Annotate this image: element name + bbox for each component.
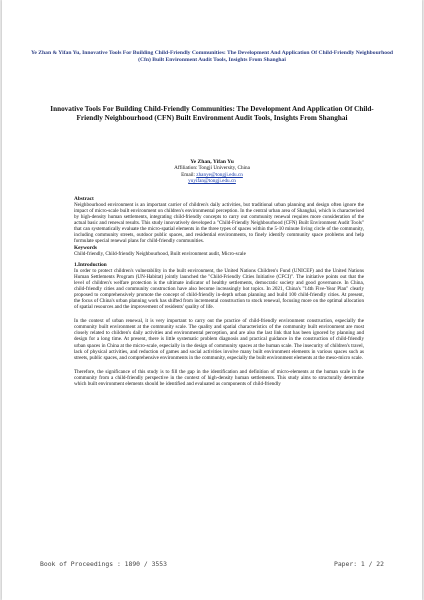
running-header: Ye Zhan & Yifan Yu, Innovative Tools For Building Child-Friendly Communities: The Development And Application Of Child-Friendly Neighbourhood (Cfn) Built Environment Audit Tools, Insights From Shanghai <box>31 50 393 63</box>
paper-title: Innovative Tools For Building Child-Friendly Communities: The Development And Application Of Child-Friendly Neighbourhood (CFN) Built Environment Audit Tools, Insights From Shanghai <box>50 105 374 123</box>
email-label: Email: <box>181 171 195 178</box>
footer-proceedings: Book of Proceedings : 1890 / 3553 <box>40 560 167 568</box>
author-affiliation: Affiliation: Tongji University, China <box>174 165 250 172</box>
paper-page <box>2 0 422 600</box>
paper-body <box>74 196 364 387</box>
introduction-heading: 1.Introduction <box>74 261 107 268</box>
author-block <box>42 159 382 185</box>
footer-page-number: Paper: 1 / 22 <box>333 560 384 568</box>
abstract-text: Neighbourhood environment is an important carrier of children's daily activities, but traditional urban planning and design often ignore the impact of micro-scale built environment on children's environmental perception. In the central urban area of Shanghai, which is characterised by high-density human settlements, integrating child-friendly concepts to carry out community renewal requires more consideration of the actual basic and renewal results. This study innovatively developed a "Child-Friendly Neighbourhood (CFN) Built Environment Audit Tools" that can systematically evaluate the micro-spatial elements in the three types of spaces within the 5-10 minute living circle of the community, including community streets, outdoor public spaces, and residential environments, to finely identify community space problems and help formulate special renewal plans for child-friendly communities. <box>74 202 364 245</box>
intro-paragraph-3: Therefore, the significance of this study is to fill the gap in the identification and definition of micro-elements at the human scale in the community from a child-friendly perspective in the context of high-density human settlements. This study aims to structurally determine which built environment elements should be identified and evaluated as components of child-friendly <box>74 368 364 387</box>
author-names: Ye Zhan, Yifan Yu <box>190 159 234 165</box>
keywords-text: Child-friendly, Child-friendly Neighbourhood, Built environment audit, Micro-scale <box>74 250 246 257</box>
intro-paragraph-1: In order to protect children's vulnerability in the built environment, the United Nations Children's Fund (UNICEF) and the United Nations Human Settlements Program (UN-Habitat) jointly launched the "Child-Friendly Cities Initiative (CFCI)". The initiative points out that the level of children's welfare protection is the ultimate indicator of healthy settlements, democratic society and good governance. In China, child-friendly cities and community construction have also become increasingly hot topics. In 2021, China's "14th Five-Year Plan" clearly proposed to comprehensively promote the concept of child-friendly in-depth urban planning and build 100 child-friendly cities. At present, the focus of China's urban planning work has shifted from incremental construction to stock renewal, focusing more on the optimal allocation of spatial resources and the improvement of residents' quality of life. <box>74 267 364 311</box>
author-email-line-2 <box>42 178 382 184</box>
page-footer <box>40 560 384 568</box>
email-link-2[interactable]: yuyifan@tongji.edu.cn <box>188 178 236 185</box>
abstract-heading: Abstract <box>74 196 94 202</box>
intro-paragraph-2: In the context of urban renewal, it is very important to carry out the practice of child-friendly environment construction, especially the community built environment at the community scale. The quality and spatial characteristics of the community built environment are most closely related to children's daily activities and environmental perception, and are also the last link that has been ignored by planning and design for a long time. At present, there is little systematic problem diagnosis and practical guidance in the construction of child-friendly urban spaces in China at the micro-scale, especially in the design of community spaces at the human scale. The insecurity of children's travel, lack of physical activities, and reduction of games and social activities involve many built environment elements in various spaces such as streets, public spaces, and comprehensive environments in the community, especially the built environment elements at the meso-micro scale. <box>74 318 364 361</box>
email-link-1[interactable]: zhanye@tongji.edu.cn <box>196 171 243 178</box>
keywords-heading: Keywords <box>74 244 97 251</box>
